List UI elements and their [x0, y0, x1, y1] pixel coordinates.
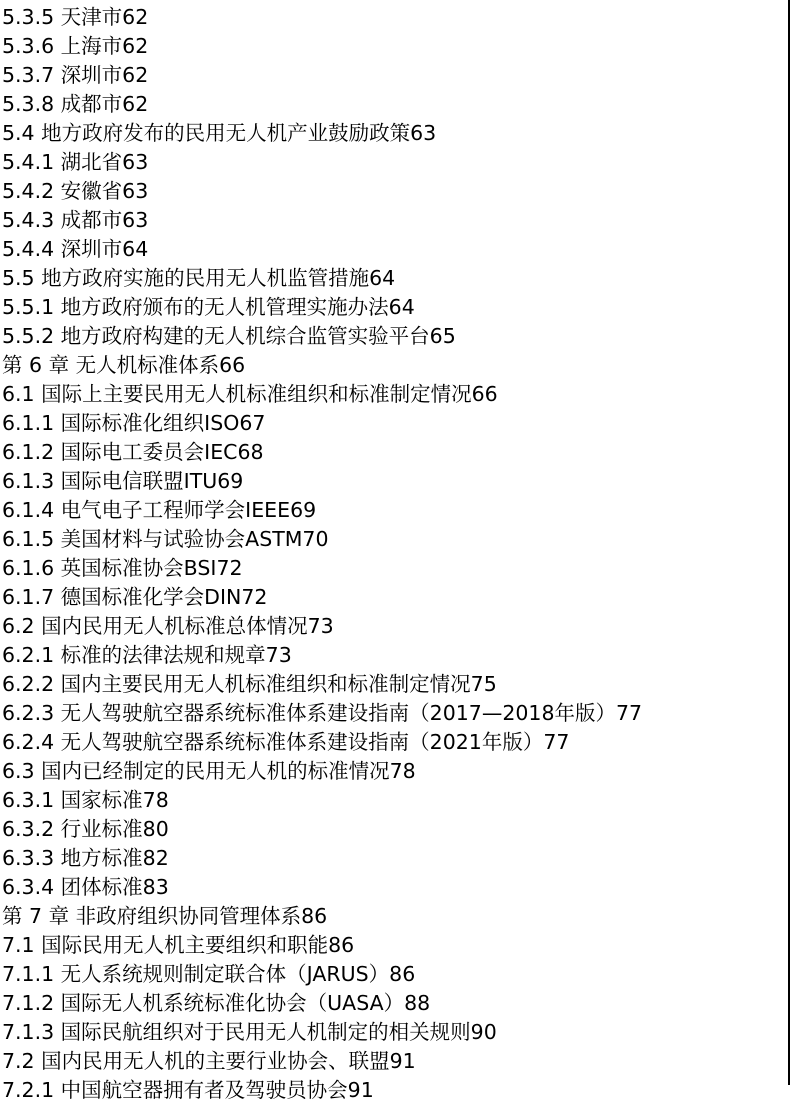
toc-entry: 5.4.3 成都市63	[2, 208, 149, 232]
toc-section-heading: 6.2 国内民用无人机标准总体情况73	[2, 614, 334, 638]
toc-entry: 6.2.1 标准的法律法规和规章73	[2, 643, 292, 667]
toc-entry: 6.1.4 电气电子工程师学会IEEE69	[2, 498, 317, 522]
toc-section-heading: 6.1 国际上主要民用无人机标准组织和标准制定情况66	[2, 382, 498, 406]
toc-chapter-heading: 第 6 章 无人机标准体系66	[2, 353, 246, 377]
toc-entry: 7.1.1 无人系统规则制定联合体（JARUS）86	[2, 962, 416, 986]
toc-entry: 5.5.2 地方政府构建的无人机综合监管实验平台65	[2, 324, 456, 348]
toc-entry: 5.4.1 湖北省63	[2, 150, 149, 174]
toc-entry: 5.3.5 天津市62	[2, 5, 149, 29]
toc-entry: 6.3.3 地方标准82	[2, 846, 169, 870]
toc-entry: 6.2.4 无人驾驶航空器系统标准体系建设指南（2021年版）77	[2, 730, 570, 754]
toc-section-heading: 7.1 国际民用无人机主要组织和职能86	[2, 933, 355, 957]
toc-entry: 5.4.2 安徽省63	[2, 179, 149, 203]
toc-entry: 6.3.4 团体标准83	[2, 875, 169, 899]
toc-entry: 6.1.5 美国材料与试验协会ASTM70	[2, 527, 329, 551]
toc-section-heading: 6.3 国内已经制定的民用无人机的标准情况78	[2, 759, 416, 783]
toc-entry: 6.1.3 国际电信联盟ITU69	[2, 469, 244, 493]
toc-entry: 5.3.6 上海市62	[2, 34, 149, 58]
toc-entry: 5.5.1 地方政府颁布的无人机管理实施办法64	[2, 295, 415, 319]
toc-section-heading: 5.5 地方政府实施的民用无人机监管措施64	[2, 266, 396, 290]
toc-entry: 6.3.2 行业标准80	[2, 817, 169, 841]
toc-section-heading: 5.4 地方政府发布的民用无人机产业鼓励政策63	[2, 121, 437, 145]
toc-entry: 7.1.3 国际民航组织对于民用无人机制定的相关规则90	[2, 1020, 497, 1044]
toc-chapter-heading: 第 7 章 非政府组织协同管理体系86	[2, 904, 328, 928]
toc-entry: 6.1.2 国际电工委员会IEC68	[2, 440, 264, 464]
toc-entry: 6.2.2 国内主要民用无人机标准组织和标准制定情况75	[2, 672, 497, 696]
toc-entry: 6.1.7 德国标准化学会DIN72	[2, 585, 268, 609]
toc-list	[2, 3, 642, 1105]
toc-entry: 5.3.8 成都市62	[2, 92, 149, 116]
toc-entry: 7.2.1 中国航空器拥有者及驾驶员协会91	[2, 1078, 374, 1102]
toc-entry: 7.1.2 国际无人机系统标准化协会（UASA）88	[2, 991, 431, 1015]
toc-entry: 5.3.7 深圳市62	[2, 63, 149, 87]
toc-entry: 5.4.4 深圳市64	[2, 237, 149, 261]
toc-entry: 6.1.6 英国标准协会BSI72	[2, 556, 243, 580]
toc-entry: 6.2.3 无人驾驶航空器系统标准体系建设指南（2017—2018年版）77	[2, 701, 643, 725]
toc-section-heading: 7.2 国内民用无人机的主要行业协会、联盟91	[2, 1049, 416, 1073]
toc-entry: 6.1.1 国际标准化组织ISO67	[2, 411, 266, 435]
toc-entry: 6.3.1 国家标准78	[2, 788, 169, 812]
